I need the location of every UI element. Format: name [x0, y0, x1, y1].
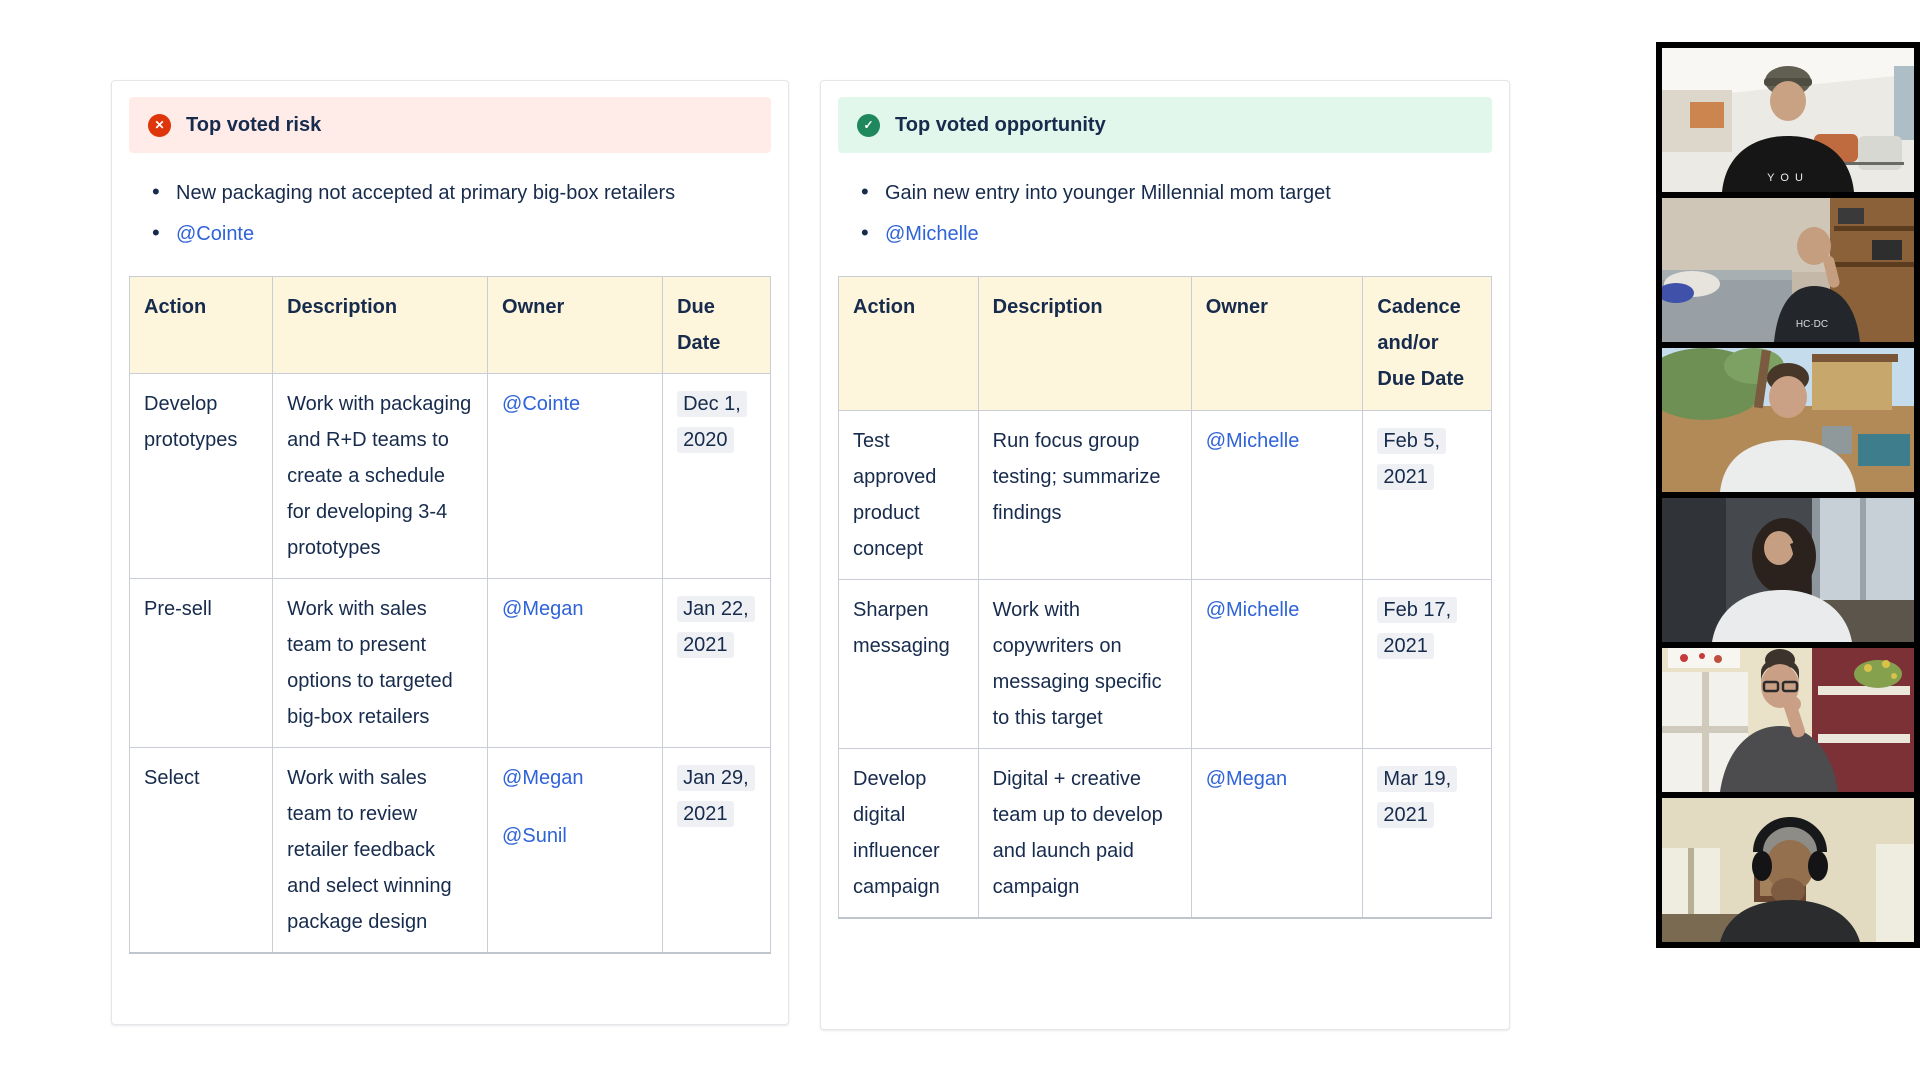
participant-6-art [1662, 798, 1914, 942]
text-cell: Work with sales team to present options to targeted big-box retailers [273, 579, 488, 748]
risk-banner-title: Top voted risk [186, 113, 322, 136]
participant-video-6[interactable] [1662, 798, 1914, 942]
date-lozenge: Jan 22, 2021 [677, 596, 755, 658]
date-lozenge: Mar 19, 2021 [1377, 766, 1457, 828]
opportunity-bullet-text: • Gain new entry into younger Millennial mom target [885, 180, 1492, 206]
table-header-row [839, 277, 1492, 411]
date-cell [1363, 411, 1492, 580]
text-cell: Work with copywriters on messaging specific to this target [978, 580, 1191, 749]
owner-cell [488, 748, 663, 954]
risk-bullet-text: • New packaging not accepted at primary big-box retailers [176, 180, 771, 206]
text-cell: Select [130, 748, 273, 954]
date-lozenge: Jan 29, 2021 [677, 765, 755, 827]
participant-video-4[interactable] [1662, 498, 1914, 642]
risk-banner [129, 97, 771, 153]
column-header: Due Date [663, 277, 771, 374]
mention-link[interactable]: @Cointe [176, 223, 255, 245]
owner-cell [488, 374, 663, 579]
svg-text:HC·DC: HC·DC [1795, 319, 1829, 330]
mention-link[interactable]: @Megan [1205, 768, 1288, 790]
owner-cell [1191, 749, 1363, 919]
mention-link[interactable]: @Megan [502, 598, 584, 620]
date-cell [1363, 749, 1492, 919]
risk-bullet-mention [176, 221, 771, 247]
risk-panel [111, 80, 789, 1025]
mention-link[interactable]: @Megan [502, 767, 584, 789]
date-lozenge: Feb 5, 2021 [1377, 428, 1446, 490]
column-header: Description [273, 277, 488, 374]
mention-link[interactable]: @Michelle [885, 223, 979, 245]
opportunity-panel [820, 80, 1510, 1030]
opportunity-bullet-list [838, 180, 1492, 247]
table-row [130, 579, 771, 748]
table-row [839, 580, 1492, 749]
owner-cell [1191, 580, 1363, 749]
mention-link[interactable]: @Sunil [502, 825, 567, 847]
column-header: Owner [488, 277, 663, 374]
text-cell: Pre-sell [130, 579, 273, 748]
table-header-row [130, 277, 771, 374]
table-row [839, 749, 1492, 919]
text-cell: Develop prototypes [130, 374, 273, 579]
text-cell: Develop digital influencer campaign [839, 749, 979, 919]
date-lozenge: Feb 17, 2021 [1377, 597, 1457, 659]
table-row [130, 374, 771, 579]
mention-link[interactable]: @Michelle [1205, 599, 1300, 621]
opportunity-table [838, 276, 1492, 919]
text-cell: Work with packaging and R+D teams to create a schedule for developing 3-4 prototypes [273, 374, 488, 579]
participant-video-1[interactable] [1662, 48, 1914, 192]
date-cell [1363, 580, 1492, 749]
text-cell: Run focus group testing; summarize findings [978, 411, 1191, 580]
participant-video-5[interactable] [1662, 648, 1914, 792]
participant-video-3[interactable] [1662, 348, 1914, 492]
participant-2-art [1662, 198, 1914, 342]
date-cell [663, 748, 771, 954]
table-row [130, 748, 771, 954]
participant-video-2[interactable] [1662, 198, 1914, 342]
mention-link[interactable]: @Michelle [1205, 430, 1300, 452]
text-cell: Sharpen messaging [839, 580, 979, 749]
participant-3-art [1662, 348, 1914, 492]
owner-cell [488, 579, 663, 748]
column-header: Cadence and/or Due Date [1363, 277, 1492, 411]
date-cell [663, 579, 771, 748]
participant-5-art [1662, 648, 1914, 792]
owner-cell [1191, 411, 1363, 580]
opportunity-bullet-mention [885, 221, 1492, 247]
text-cell: Test approved product concept [839, 411, 979, 580]
success-icon: ✓ [857, 114, 880, 137]
column-header: Action [839, 277, 979, 411]
text-cell: Work with sales team to review retailer feedback and select winning package design [273, 748, 488, 954]
date-lozenge: Dec 1, 2020 [677, 391, 747, 453]
error-icon: ✕ [148, 114, 171, 137]
text-cell: Digital + creative team up to develop and launch paid campaign [978, 749, 1191, 919]
opportunity-banner [838, 97, 1492, 153]
column-header: Description [978, 277, 1191, 411]
date-cell [663, 374, 771, 579]
column-header: Owner [1191, 277, 1363, 411]
svg-text:YOU: YOU [1767, 172, 1809, 184]
opportunity-banner-title: Top voted opportunity [895, 113, 1106, 136]
column-header: Action [130, 277, 273, 374]
participant-4-art [1662, 498, 1914, 642]
video-call-strip [1656, 42, 1920, 948]
mention-link[interactable]: @Cointe [502, 393, 581, 415]
risk-bullet-list [129, 180, 771, 247]
risk-table [129, 276, 771, 954]
table-row [839, 411, 1492, 580]
participant-1-art [1662, 48, 1914, 192]
